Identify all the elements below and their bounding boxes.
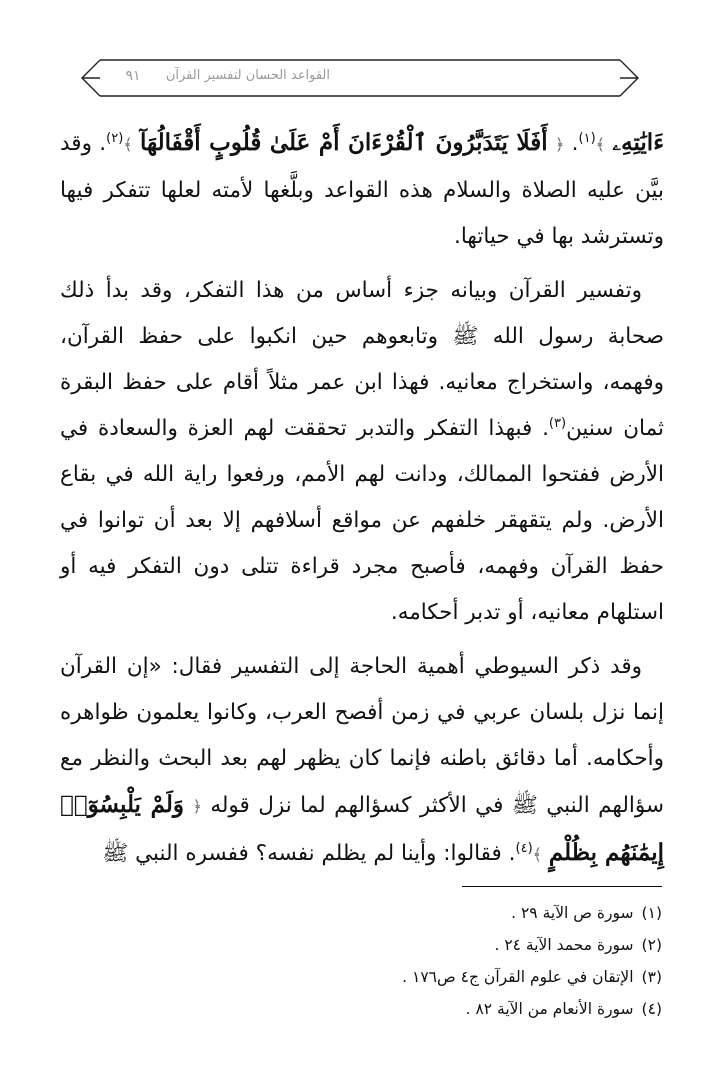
header-frame-ornament	[0, 50, 722, 106]
paragraph-3	[60, 644, 664, 878]
verse-ornament-close: ﴾	[595, 135, 606, 154]
footnote-number: (١)	[641, 904, 662, 922]
footnote-text: سورة ص الآية ٢٩ .	[511, 904, 634, 922]
paragraph-2	[60, 268, 664, 636]
footnote-divider	[462, 886, 662, 887]
footnote	[260, 961, 662, 993]
footnotes	[260, 897, 662, 1025]
paragraph-text: . فقالوا: وأينا لم يظلم نفسه؟ ففسره النبي ﷺ	[102, 841, 516, 866]
footnote	[260, 897, 662, 929]
paragraph-1: ءَايَٰتِهِۦ ﴾$^{(١)}$. ﴿ أَفَلَا يَتَدَبَّرُونَ ٱلْقُرْءَانَ أَمْ عَلَىٰ قُلُوبٍ أَقْفَالُهَآ ﴾$^{(٢)}$. وقد بيَّن عليه الصلاة والسلام هذه القواعد وبلَّغها لأمته لعلها تتفكر فيها وتسترشد بها في حياتها.	[60, 129, 665, 249]
quran-verse: أَفَلَا يَتَدَبَّرُونَ ٱلْقُرْءَانَ أَمْ عَلَىٰ قُلُوبٍ أَقْفَالُهَآ	[140, 129, 548, 156]
footnote-text: سورة محمد الآية ٢٤ .	[494, 936, 634, 954]
footnote-number: (٣)	[641, 968, 662, 986]
paragraph-text: . فبهذا التفكر والتدبر تحققت لهم العزة والسعادة في الأرض ففتحوا الممالك، ودانت لهم الأمم، ورفعوا راية الله في بقاع الأرض. ولم يتقهقر خلفهم عن مواقع أسلافهم إلا بعد أن توانوا في حفظ القرآن وفهمه، فأصبح مجرد قراءة تتلى دون التفكر فيه أو استلهام معانيه، أو تدبر أحكامه.	[60, 416, 664, 625]
footnote-ref-1: (١)	[578, 130, 596, 146]
footnote-ref-4: (٤)	[515, 840, 533, 856]
footnote-ref-2: (٢)	[106, 130, 124, 146]
footnote-number: (٤)	[641, 1000, 662, 1018]
footnote	[260, 929, 662, 961]
quran-verse: وَلَمْ يَلْبِسُوٓا۟ إِيمَٰنَهُم بِظُلْمٍ	[60, 791, 664, 866]
verse-ornament-open: ﴿	[192, 797, 202, 816]
footnote-text: الإتقان في علوم القرآن ج٤ ص١٧٦ .	[402, 968, 634, 986]
paragraph-text: وقد ذكر السيوطي أهمية الحاجة إلى التفسير فقال: «إن القرآن إنما نزل بلسان عربي في زمن أفصح العرب، وكانوا يعلمون ظواهره وأحكامه. أما دقائق باطنه فإنما كان يظهر لهم بعد البحث والنظر مع سؤالهم النبي ﷺ في الأكثر كسؤالهم لما نزل قوله	[60, 654, 664, 818]
page-number: ٩١	[125, 68, 141, 84]
footnote-text: سورة الأنعام من الآية ٨٢ .	[465, 1000, 634, 1018]
verse-ornament-open: ﴿	[554, 135, 565, 154]
verse-ornament-close: ﴾	[532, 845, 543, 864]
verse-ornament-close: ﴾	[123, 135, 133, 154]
paragraph-text: . وقد بيَّن عليه الصلاة والسلام هذه القواعد وبلَّغها لأمته لعلها تتفكر فيها وتسترشد بها في حياتها.	[60, 131, 664, 249]
footnote-ref-3: (٣)	[548, 415, 567, 431]
paragraph-text: وتفسير القرآن وبيانه جزء أساس من هذا التفكر، وقد بدأ ذلك صحابة رسول الله ﷺ وتابعوهم حين انكبوا على حفظ القرآن، وفهمه، واستخراج معانيه. فهذا ابن عمر مثلاً أقام على حفظ البقرة ثمان سنين	[60, 278, 664, 441]
footnote	[260, 993, 662, 1025]
running-header	[0, 50, 722, 106]
footnote-number: (٢)	[641, 936, 662, 954]
quran-fragment: ءَايَٰتِهِۦ	[612, 129, 665, 156]
running-title: القواعد الحسان لتفسير القرآن	[165, 68, 330, 83]
main-text	[60, 120, 664, 878]
